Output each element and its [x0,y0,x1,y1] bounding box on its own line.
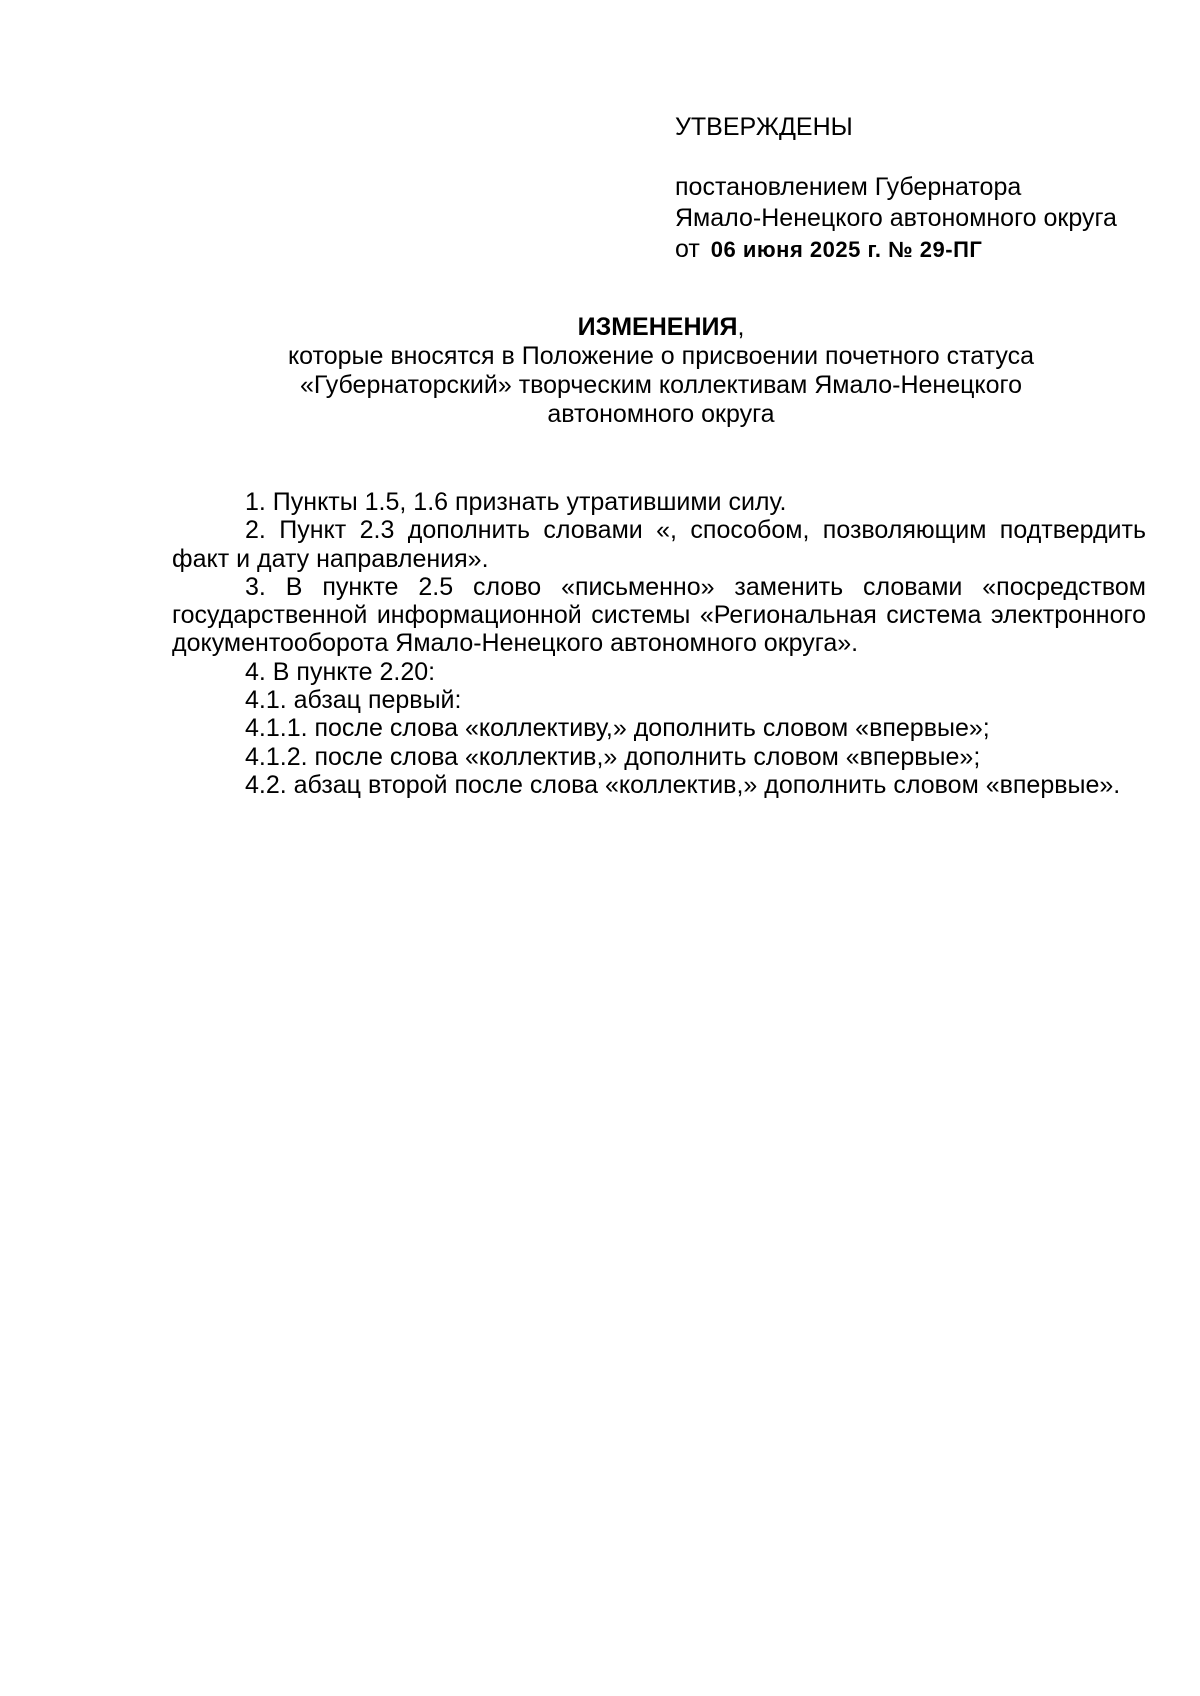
approval-stamp: УТВЕРЖДЕНЫ [675,113,853,141]
document-body [172,488,1146,799]
title-line-3: автономного округа [547,400,775,428]
approval-date-prefix: от [675,235,700,263]
item-4: 4. В пункте 2.20: [245,657,436,686]
approval-date-value: 06 июня 2025 г. № 29-ПГ [710,237,983,262]
item-4-2: 4.2. абзац второй после слова «коллектив,» дополнить словом «впервые». [245,770,1121,799]
approval-line-1: постановлением Губернатора [675,173,1022,201]
title-heading-line [172,313,1150,342]
item-4-1: 4.1. абзац первый: [245,686,462,715]
approval-date-line [675,234,1175,265]
title-line-2: «Губернаторский» творческим коллективам Ямало-Ненецкого [299,371,1023,399]
title-line-1: которые вносятся в Положение о присвоении почетного статуса [287,342,1035,370]
item-4-1-2: 4.1.2. после слова «коллектив,» дополнить словом «впервые»; [245,742,981,771]
document-title [172,313,1150,429]
item-3: 3. В пункте 2.5 слово «письменно» заменить словами «посредством государственной информационной системы «Региональная система электронного документооборота Ямало-Ненецкого автономного округа». [172,572,1146,658]
title-heading: ИЗМЕНЕНИЯ [577,313,738,341]
item-1: 1. Пункты 1.5, 1.6 признать утратившими силу. [245,488,787,516]
item-2: 2. Пункт 2.3 дополнить словами «, способом, позволяющим подтвердить факт и дату направления». [172,516,1146,573]
approval-block [675,112,1175,265]
approval-line-2: Ямало-Ненецкого автономного округа [675,204,1117,232]
item-4-1-1: 4.1.1. после слова «коллективу,» дополнить словом «впервые»; [245,714,990,743]
title-heading-suffix: , [737,313,745,341]
